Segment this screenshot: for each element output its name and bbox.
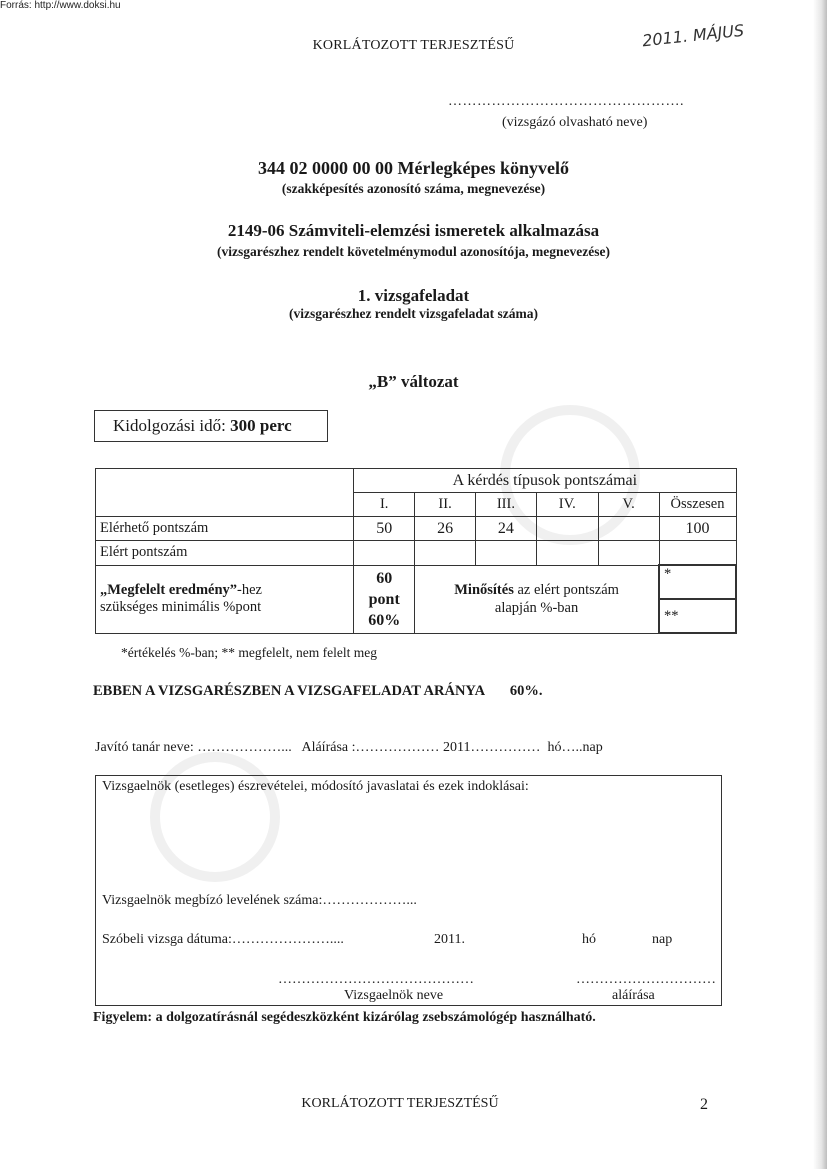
column-header: IV. (536, 493, 598, 517)
table-cell (354, 541, 415, 566)
task-ratio-value: 60%. (509, 683, 543, 699)
task-ratio (93, 683, 543, 700)
rating-label-line2: alapján %-ban (494, 600, 579, 616)
time-limit-box (94, 410, 328, 442)
handwritten-date-note: 2011. MÁJUS (641, 20, 745, 51)
column-header: III. (475, 493, 536, 517)
oral-exam-year: 2011. (434, 932, 465, 947)
table-row (96, 541, 737, 566)
oral-exam-day: nap (652, 932, 673, 947)
appointment-letter-line: Vizsgaelnök megbízó levelének száma:………………... (102, 893, 417, 908)
page-number: 2 (700, 1096, 708, 1113)
table-cell: 50 (354, 517, 415, 541)
table-cell: 24 (475, 517, 536, 541)
table-cell (536, 517, 598, 541)
score-group-header: A kérdés típusok pontszámai (354, 469, 736, 493)
oral-exam-month: hó (582, 932, 596, 947)
candidate-name-label: (vizsgázó olvasható neve) (502, 115, 648, 130)
chair-name-dots: …………………………………… (278, 972, 474, 987)
table-cell (536, 541, 598, 566)
table-cell (415, 541, 476, 566)
rating-label-rest: az elért pontszám (513, 582, 619, 598)
table-cell (659, 541, 736, 566)
table-row (96, 469, 737, 493)
table-cell: 100 (659, 517, 736, 541)
row-label: Elért pontszám (96, 541, 354, 566)
rating-percent-cell: * (659, 565, 736, 599)
column-header: I. (354, 493, 415, 517)
column-header: II. (415, 493, 476, 517)
source-note: Forrás: http://www.doksi.hu (0, 0, 121, 11)
column-header: Összesen (659, 493, 736, 517)
module-title: 2149-06 Számviteli-elemzési ismeretek alkalmazása (227, 221, 600, 240)
grader-line: Javító tanár neve: ………………... Aláírása :……………… 2011…………… hó…..nap (95, 740, 603, 755)
table-cell: 26 (415, 517, 476, 541)
task-subtitle: (vizsgarészhez rendelt vizsgafeladat száma) (288, 306, 539, 321)
pass-requirement-label (96, 565, 354, 633)
chair-signature-dots: ………………………… (576, 972, 716, 987)
time-limit-label: Kidolgozási idő: (113, 416, 226, 435)
table-cell (598, 517, 659, 541)
calculator-warning: Figyelem: a dolgozatírásnál segédeszközként kizárólag zsebszámológép használható. (93, 1010, 596, 1025)
pass-value-line1: 60 (376, 569, 393, 587)
chair-name-label: Vizsgaelnök neve (344, 988, 444, 1003)
remarks-box (95, 775, 722, 1006)
score-table (95, 468, 737, 634)
pass-value-line3: 60% (368, 611, 401, 629)
pass-threshold-value (354, 565, 415, 633)
module-subtitle: (vizsgarészhez rendelt követelménymodul azonosítója, megnevezése) (216, 244, 611, 259)
rating-label (415, 565, 659, 633)
table-footnote: *értékelés %-ban; ** megfelelt, nem felelt meg (121, 645, 378, 660)
remarks-title: Vizsgaelnök (esetleges) észrevételei, módosító javaslatai és ezek indoklásai: (102, 779, 529, 794)
table-corner-cell (96, 469, 354, 517)
variant-label: „B” változat (368, 372, 459, 391)
row-label: Elérhető pontszám (96, 517, 354, 541)
task-title: 1. vizsgafeladat (357, 286, 470, 305)
page-footer: KORLÁTOZOTT TERJESZTÉSŰ (301, 1096, 499, 1111)
qualification-title: 344 02 0000 00 00 Mérlegképes könyvelő (258, 158, 569, 178)
pass-label-rest: -hez (237, 582, 262, 598)
oral-exam-date-label: Szóbeli vizsga dátuma:………………….... (102, 932, 344, 947)
rating-label-bold: Minősítés (454, 582, 514, 598)
table-cell (475, 541, 536, 566)
candidate-name-dots: …………………………………………. (448, 94, 684, 109)
rating-result-cell: ** (659, 599, 736, 633)
scan-edge-shadow (813, 0, 827, 1169)
table-row (96, 517, 737, 541)
table-row (96, 565, 737, 599)
table-cell (598, 541, 659, 566)
column-header: V. (598, 493, 659, 517)
pass-label-bold: „Megfelelt eredmény” (100, 582, 238, 598)
time-limit-value: 300 perc (230, 416, 292, 435)
pass-value-line2: pont (368, 590, 400, 608)
pass-label-line2: szükséges minimális %pont (100, 599, 262, 615)
page-header: KORLÁTOZOTT TERJESZTÉSŰ (312, 38, 515, 53)
qualification-subtitle: (szakképesítés azonosító száma, megnevezése) (281, 181, 546, 196)
task-ratio-text: EBBEN A VIZSGARÉSZBEN A VIZSGAFELADAT ARÁNYA (93, 683, 485, 699)
chair-signature-label: aláírása (612, 988, 655, 1003)
